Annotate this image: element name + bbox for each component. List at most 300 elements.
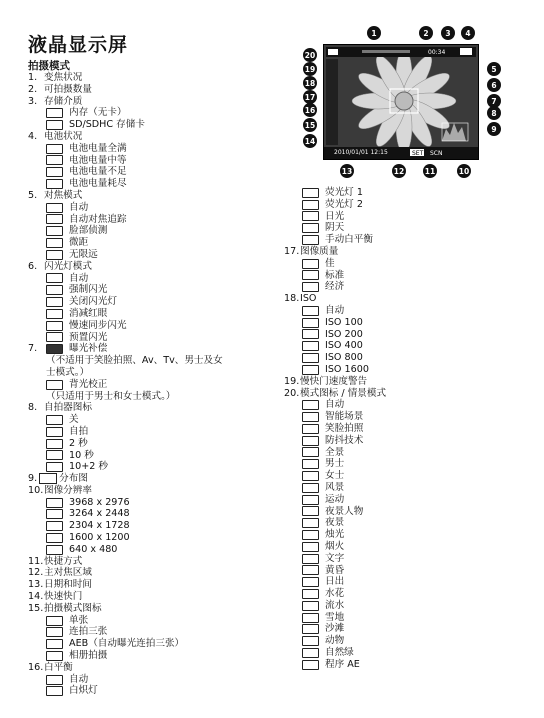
section-number: 8. <box>28 402 38 414</box>
item-text: 全景 <box>325 446 345 458</box>
exposure-comp-icon <box>46 344 63 354</box>
battery-low-icon <box>46 167 63 177</box>
screen-scn-label: SCN <box>430 150 443 157</box>
mode-man-icon <box>302 459 319 469</box>
item-text: 单张 <box>69 614 89 626</box>
mode-sunrise-icon <box>302 577 319 587</box>
list-item <box>28 296 288 308</box>
burst-icon <box>46 627 63 637</box>
item-text: 强制闪光 <box>69 284 108 296</box>
res-12m-icon <box>46 498 63 508</box>
section-number: 2. <box>28 83 38 95</box>
callout-5: 5 <box>487 62 501 76</box>
list-item <box>284 659 544 671</box>
list-item <box>284 612 544 624</box>
callout-18: 18 <box>303 76 317 90</box>
list-item <box>284 399 544 411</box>
list-item <box>28 438 288 450</box>
section-label: 主对焦区域 <box>44 567 92 579</box>
lcd-screen-illustration <box>323 44 479 160</box>
list-item <box>284 553 544 565</box>
note-text: 士模式。） <box>46 366 90 378</box>
section-number: 10. <box>28 484 44 496</box>
callout-20: 20 <box>303 48 317 62</box>
section-label: 图像质量 <box>300 245 339 257</box>
item-text: 夜景人物 <box>325 505 364 517</box>
list-item <box>284 482 544 494</box>
list-item <box>284 364 544 376</box>
list-item <box>28 237 288 249</box>
item-text: 10+2 秒 <box>69 461 108 473</box>
list-item <box>28 520 288 532</box>
section-heading <box>28 662 288 674</box>
macro-icon <box>46 238 63 248</box>
section-number: 19. <box>284 375 300 387</box>
list-item <box>284 447 544 459</box>
section-heading <box>28 261 288 273</box>
section-number: 4. <box>28 130 38 142</box>
item-text: 雪地 <box>325 611 345 623</box>
item-text: 预置闪光 <box>69 331 108 343</box>
list-item <box>28 284 288 296</box>
callout-10: 10 <box>457 164 471 178</box>
item-text: AEB（自动曝光连拍三张） <box>69 638 185 650</box>
section-heading <box>284 376 544 388</box>
section-label: 分布图 <box>59 473 88 485</box>
mode-green-icon <box>302 648 319 658</box>
mode-text-icon <box>302 554 319 564</box>
callout-19: 19 <box>303 62 317 76</box>
list-item <box>284 541 544 553</box>
item-text: 夜景 <box>325 517 345 529</box>
right-column <box>284 187 544 671</box>
section-heading <box>284 246 544 258</box>
battery-empty-icon <box>46 179 63 189</box>
list-item <box>284 258 544 270</box>
section-label: 变焦状况 <box>44 72 83 83</box>
mode-panorama-icon <box>302 447 319 457</box>
album-icon <box>46 651 63 661</box>
list-item <box>284 329 544 341</box>
red-eye-icon <box>46 309 63 319</box>
item-text: 经济 <box>325 281 345 293</box>
mode-woman-icon <box>302 471 319 481</box>
section-number: 12. <box>28 567 44 579</box>
item-text: 女士 <box>325 470 345 482</box>
list-item <box>284 199 544 211</box>
list-item <box>284 576 544 588</box>
section-label: 白平衡 <box>44 661 73 673</box>
callout-11: 11 <box>423 164 437 178</box>
section-number: 13. <box>28 579 44 591</box>
section-label: 拍摄模式图标 <box>44 602 102 614</box>
callout-15: 15 <box>303 118 317 132</box>
pre-flash-icon <box>46 332 63 342</box>
section-number: 5. <box>28 189 38 201</box>
section-number: 14. <box>28 591 44 603</box>
list-item <box>284 506 544 518</box>
item-text: 日出 <box>325 576 345 588</box>
mode-sport-icon <box>302 495 319 505</box>
list-item <box>28 544 288 556</box>
mode-pet-icon <box>302 636 319 646</box>
item-text: 水花 <box>325 588 345 600</box>
callout-16: 16 <box>303 103 317 117</box>
list-item <box>284 211 544 223</box>
screen-remaining: 00:34 <box>428 49 446 56</box>
slow-sync-icon <box>46 321 63 331</box>
item-text: 电池电量耗尽 <box>69 178 127 190</box>
list-item <box>28 615 288 627</box>
section-heading <box>28 579 288 591</box>
callout-14: 14 <box>303 134 317 148</box>
list-item <box>284 647 544 659</box>
mode-smart-scene-icon <box>302 412 319 422</box>
infinity-icon <box>46 250 63 260</box>
list-item <box>284 270 544 282</box>
list-item <box>28 650 288 662</box>
item-text: 智能场景 <box>325 411 364 423</box>
internal-memory-icon <box>46 108 63 118</box>
timer-2s-icon <box>46 439 63 449</box>
item-text: 黄昏 <box>325 564 345 576</box>
mode-sunset-icon <box>302 565 319 575</box>
item-text: 标准 <box>325 269 345 281</box>
section-number: 7. <box>28 343 38 355</box>
battery-medium-icon <box>46 155 63 165</box>
item-text: 微距 <box>69 237 89 249</box>
list-item <box>28 225 288 237</box>
item-text: 佳 <box>325 257 335 269</box>
item-text: 1600 x 1200 <box>69 532 130 544</box>
section-number: 6. <box>28 260 38 272</box>
flower-photo <box>324 45 478 159</box>
iso-1600-icon <box>302 365 319 375</box>
list-item <box>28 343 288 355</box>
res-vga-icon <box>46 545 63 555</box>
item-text: 笑脸拍照 <box>325 422 364 434</box>
item-text: 动物 <box>325 635 345 647</box>
section-heading <box>28 402 288 414</box>
list-item <box>284 340 544 352</box>
timer-10-2s-icon <box>46 462 63 472</box>
list-item <box>284 222 544 234</box>
item-text: 运动 <box>325 493 345 505</box>
item-text: 3968 x 2976 <box>69 496 130 508</box>
item-text: 连拍三张 <box>69 626 108 638</box>
item-text: 白炽灯 <box>69 685 98 697</box>
mode-water-icon <box>302 601 319 611</box>
section-heading <box>28 591 288 603</box>
list-item <box>28 202 288 214</box>
item-text: 手动白平衡 <box>325 234 373 246</box>
list-item <box>28 426 288 438</box>
list-item <box>28 497 288 509</box>
section-heading <box>28 603 288 615</box>
section-label: 慢快门速度警告 <box>300 375 368 387</box>
item-text: 自拍 <box>69 425 89 437</box>
item-text: 自动 <box>325 399 345 411</box>
list-item <box>28 461 288 473</box>
left-column <box>28 72 288 697</box>
item-text: 流水 <box>325 599 345 611</box>
list-item <box>28 332 288 344</box>
section-label: 自拍器图标 <box>44 402 92 414</box>
section-heading <box>28 556 288 568</box>
item-text: ISO 800 <box>325 352 363 364</box>
item-text: ISO 200 <box>325 328 363 340</box>
timer-10s-icon <box>46 450 63 460</box>
callout-2: 2 <box>419 26 433 40</box>
mode-snow-icon <box>302 613 319 623</box>
list-item <box>284 435 544 447</box>
list-item <box>284 565 544 577</box>
list-item <box>284 600 544 612</box>
item-text: 640 x 480 <box>69 543 118 555</box>
item-text: 背光校正 <box>69 378 108 390</box>
item-text: 荧光灯 1 <box>325 187 363 198</box>
mode-night-portrait-icon <box>302 506 319 516</box>
iso-400-icon <box>302 341 319 351</box>
mode-landscape-icon <box>302 483 319 493</box>
list-item <box>28 379 288 391</box>
callout-13: 13 <box>340 164 354 178</box>
section-number: 18. <box>284 293 300 305</box>
list-item <box>284 234 544 246</box>
item-text: ISO 100 <box>325 316 363 328</box>
section-number: 1. <box>28 72 38 83</box>
item-text: 电池电量中等 <box>69 154 127 166</box>
section-label: 可拍摄数量 <box>44 83 92 95</box>
histogram-icon <box>39 473 57 484</box>
list-item <box>28 119 288 131</box>
item-text: 烟火 <box>325 540 345 552</box>
item-text: 2 秒 <box>69 437 88 449</box>
list-item <box>284 494 544 506</box>
callout-17: 17 <box>303 90 317 104</box>
item-text: 自动 <box>69 673 89 685</box>
list-item <box>28 626 288 638</box>
list-item <box>28 143 288 155</box>
section-label: 快捷方式 <box>44 555 83 567</box>
single-shot-icon <box>46 616 63 626</box>
res-2m-icon <box>46 533 63 543</box>
callout-6: 6 <box>487 78 501 92</box>
wb-manual-icon <box>302 235 319 245</box>
af-auto-icon <box>46 203 63 213</box>
section-heading <box>28 567 288 579</box>
list-item <box>28 508 288 520</box>
sd-card-icon <box>46 120 63 130</box>
section-heading <box>28 473 288 485</box>
list-item <box>28 155 288 167</box>
selftimer-off-icon <box>46 415 63 425</box>
wb-incandescent-icon <box>46 686 63 696</box>
mode-smile-icon <box>302 424 319 434</box>
section-label: ISO <box>300 293 317 305</box>
item-text: 曝光补偿 <box>69 343 108 355</box>
list-item <box>284 187 544 199</box>
section-number: 15. <box>28 602 44 614</box>
item-text: 日光 <box>325 210 345 222</box>
item-text: 10 秒 <box>69 449 94 461</box>
res-8m-icon <box>46 509 63 519</box>
list-item <box>28 320 288 332</box>
list-item <box>284 588 544 600</box>
list-item <box>28 214 288 226</box>
section-subtitle: 拍摄模式 <box>28 60 70 72</box>
section-number: 16. <box>28 661 44 673</box>
section-label: 模式图标 / 情景模式 <box>300 387 387 399</box>
quality-normal-icon <box>302 270 319 280</box>
item-text: 风景 <box>325 481 345 493</box>
list-item <box>284 423 544 435</box>
item-text: 关 <box>69 414 79 426</box>
iso-200-icon <box>302 329 319 339</box>
item-text: 无限远 <box>69 248 98 260</box>
section-label: 日期和时间 <box>44 579 92 591</box>
section-heading <box>28 84 288 96</box>
list-item <box>28 638 288 650</box>
wb-daylight-icon <box>302 211 319 221</box>
af-tracking-icon <box>46 214 63 224</box>
screen-set-label: SET <box>412 150 424 157</box>
iso-auto-icon <box>302 306 319 316</box>
section-number: 9. <box>28 473 38 485</box>
list-item <box>28 450 288 462</box>
section-number: 3. <box>28 95 38 107</box>
screen-timestamp: 2010/01/01 12:15 <box>334 149 388 156</box>
section-heading <box>284 388 544 400</box>
wb-fluorescent2-icon <box>302 200 319 210</box>
mode-candle-icon <box>302 530 319 540</box>
callout-8: 8 <box>487 106 501 120</box>
list-item <box>284 623 544 635</box>
flash-auto-icon <box>46 273 63 283</box>
list-item <box>28 532 288 544</box>
item-text: 慢速同步闪光 <box>69 319 127 331</box>
list-item <box>284 281 544 293</box>
list-item <box>284 635 544 647</box>
section-label: 闪光灯模式 <box>44 260 92 272</box>
item-text: 文字 <box>325 552 345 564</box>
section-label: 图像分辨率 <box>44 484 92 496</box>
item-text: ISO 400 <box>325 340 363 352</box>
section-heading <box>28 96 288 108</box>
callout-7: 7 <box>487 94 501 108</box>
item-text: 自动 <box>69 272 89 284</box>
callout-9: 9 <box>487 122 501 136</box>
item-text: 2304 x 1728 <box>69 520 130 532</box>
list-item <box>28 308 288 320</box>
quality-economy-icon <box>302 282 319 292</box>
list-item <box>28 414 288 426</box>
flash-off-icon <box>46 297 63 307</box>
callout-3: 3 <box>441 26 455 40</box>
flash-forced-icon <box>46 285 63 295</box>
list-item <box>28 674 288 686</box>
list-item <box>284 458 544 470</box>
section-label: 对焦模式 <box>44 189 83 201</box>
mode-antishake-icon <box>302 436 319 446</box>
item-text: ISO 1600 <box>325 363 369 375</box>
battery-full-icon <box>46 144 63 154</box>
res-4m-icon <box>46 521 63 531</box>
list-item <box>284 470 544 482</box>
iso-800-icon <box>302 353 319 363</box>
list-item <box>28 166 288 178</box>
item-text: 防抖技术 <box>325 434 364 446</box>
section-number: 20. <box>284 387 300 399</box>
item-text: 消减红眼 <box>69 307 108 319</box>
item-text: 沙滩 <box>325 623 345 635</box>
item-text: 关闭闪光灯 <box>69 296 117 308</box>
list-item <box>284 305 544 317</box>
item-text: 电池电量全满 <box>69 142 127 154</box>
section-label: 电池状况 <box>44 130 83 142</box>
item-text: 程序 AE <box>325 658 360 670</box>
note-text: （只适用于男士和女士模式。） <box>46 390 176 402</box>
item-text: 阴天 <box>325 222 345 234</box>
backlight-icon <box>46 380 63 390</box>
item-text: 自动 <box>325 304 345 316</box>
callout-4: 4 <box>461 26 475 40</box>
item-text: 荧光灯 2 <box>325 198 363 210</box>
list-item <box>28 178 288 190</box>
list-item <box>28 107 288 119</box>
section-heading <box>28 72 288 84</box>
list-item <box>284 352 544 364</box>
mode-night-icon <box>302 518 319 528</box>
list-item <box>284 529 544 541</box>
section-heading <box>28 131 288 143</box>
list-item <box>28 685 288 697</box>
mode-program-ae-icon <box>302 660 319 670</box>
item-text: 3264 x 2448 <box>69 508 130 520</box>
section-heading <box>28 485 288 497</box>
page-title: 液晶显示屏 <box>28 34 129 56</box>
item-text: 自然绿 <box>325 647 354 659</box>
item-text: SD/SDHC 存储卡 <box>69 119 145 131</box>
list-item <box>284 317 544 329</box>
item-text: 烛光 <box>325 529 345 541</box>
mode-splash-icon <box>302 589 319 599</box>
callout-12: 12 <box>392 164 406 178</box>
section-heading <box>284 293 544 305</box>
section-heading <box>28 190 288 202</box>
item-text: 自动对焦追踪 <box>69 213 127 225</box>
mode-beach-icon <box>302 624 319 634</box>
selftimer-icon <box>46 427 63 437</box>
aeb-icon <box>46 639 63 649</box>
face-detect-icon <box>46 226 63 236</box>
item-text: 相册拍摄 <box>69 650 108 662</box>
item-text: 自动 <box>69 201 89 213</box>
callout-1: 1 <box>367 26 381 40</box>
section-label: 快速快门 <box>44 591 83 603</box>
list-item <box>284 411 544 423</box>
item-text: 脸部侦测 <box>69 225 108 237</box>
wb-fluorescent1-icon <box>302 188 319 198</box>
quality-fine-icon <box>302 259 319 269</box>
mode-auto-icon <box>302 400 319 410</box>
list-item <box>28 273 288 285</box>
section-label: 存储介质 <box>44 95 83 107</box>
iso-100-icon <box>302 318 319 328</box>
list-item <box>284 517 544 529</box>
wb-cloudy-icon <box>302 223 319 233</box>
mode-fireworks-icon <box>302 542 319 552</box>
